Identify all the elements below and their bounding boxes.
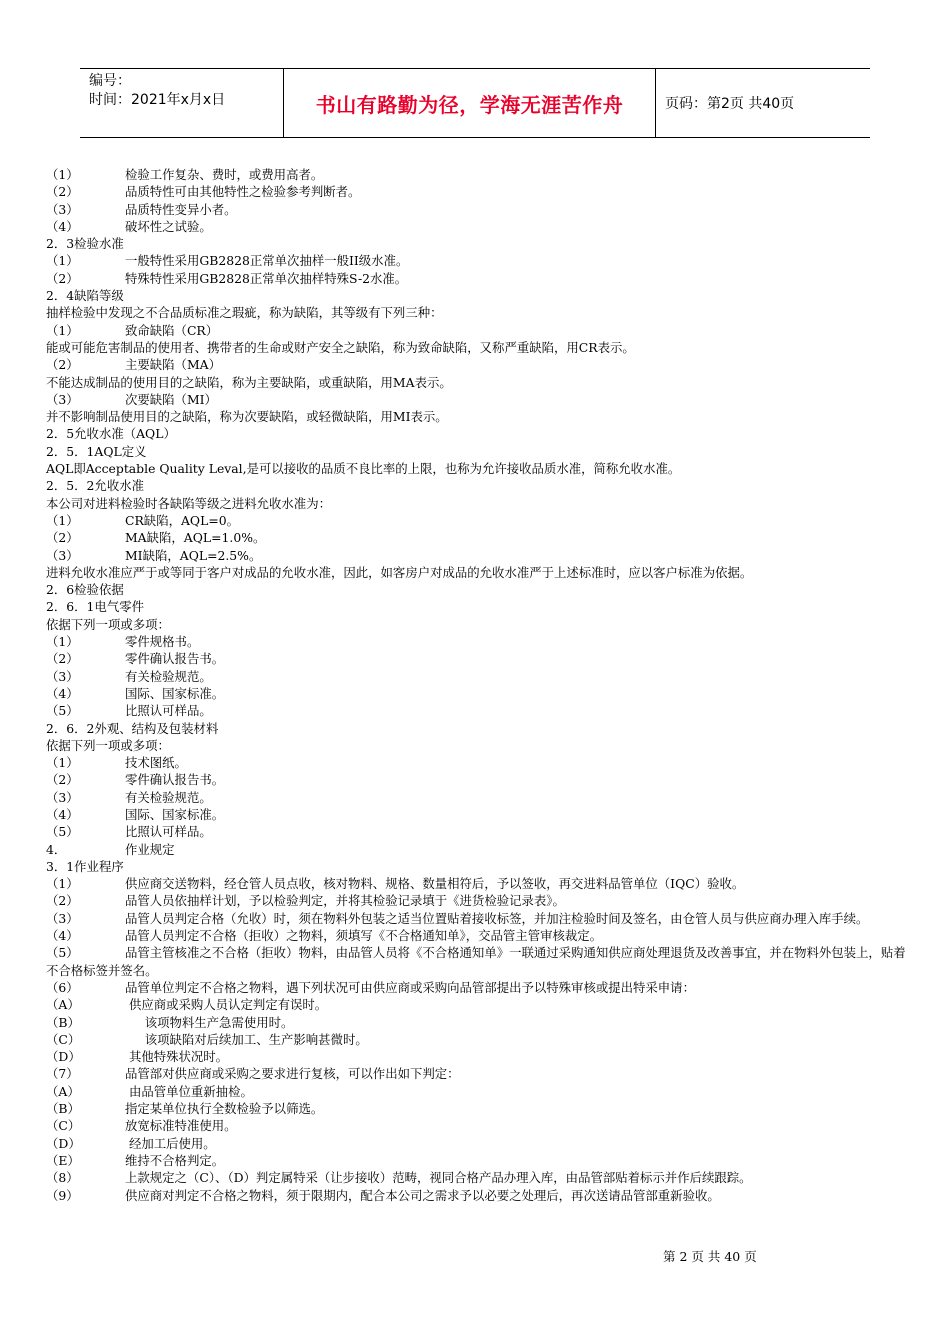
text-line <box>46 754 908 771</box>
item-text: 品管部对供应商或采购之要求进行复核，可以作出如下判定： <box>125 1066 460 1082</box>
item-number: （8） <box>46 1170 79 1186</box>
text-line <box>46 633 908 650</box>
text-line <box>46 547 908 564</box>
text-line <box>46 425 908 442</box>
item-number: （4） <box>46 685 79 701</box>
item-text: 指定某单位执行全数检验予以筛选。 <box>125 1101 324 1117</box>
text-line <box>46 616 908 633</box>
text-line <box>46 979 908 996</box>
item-text: 抽样检验中发现之不合品质标准之瑕疵，称为缺陷，其等级有下列三种： <box>46 305 443 321</box>
item-text: 品管单位判定不合格之物料，遇下列状况可由供应商或采购向品管部提出予以特殊审核或提出特采申请： <box>125 979 695 995</box>
item-text: 依据下列一项或多项： <box>46 616 170 632</box>
header-page-number: 页码：第2页 共40页 <box>665 96 795 112</box>
text-line <box>46 1117 908 1134</box>
item-number: （5） <box>46 703 79 719</box>
item-number: （2） <box>46 270 79 286</box>
item-number: （A） <box>46 1083 80 1099</box>
item-number: （2） <box>46 357 79 373</box>
item-text: MI缺陷，AQL=2.5%。 <box>125 547 262 563</box>
item-number: （3） <box>46 910 79 926</box>
item-text: 零件确认报告书。 <box>125 772 225 788</box>
text-line <box>46 183 908 200</box>
text-line <box>46 1048 908 1065</box>
text-line <box>46 806 908 823</box>
item-number: （4） <box>46 806 79 822</box>
item-number: 4． <box>46 841 67 857</box>
page-footer: 第 2 页 共 40 页 <box>663 1249 757 1264</box>
item-text: 有关检验规范。 <box>125 789 212 805</box>
item-number: （3） <box>46 789 79 805</box>
item-number: （3） <box>46 668 79 684</box>
item-number: （E） <box>46 1152 80 1168</box>
text-line <box>46 564 908 581</box>
item-number: （1） <box>46 876 79 892</box>
item-number: （3） <box>46 547 79 563</box>
text-line <box>46 702 908 719</box>
item-text: 进料允收水准应严于或等同于客户对成品的允收水准，因此，如客房户对成品的允收水准严于上述标准时，应以客户标准为依据。 <box>46 564 753 580</box>
document-body <box>46 166 908 1204</box>
item-text: 其他特殊状况时。 <box>125 1049 229 1065</box>
text-line <box>46 1135 908 1152</box>
text-line <box>46 685 908 702</box>
item-text: 主要缺陷（MA） <box>125 357 221 373</box>
text-line <box>46 598 908 615</box>
text-line <box>46 944 908 979</box>
item-number: （C） <box>46 1118 81 1134</box>
item-number: （B） <box>46 1014 80 1030</box>
item-text: 放宽标准特准使用。 <box>125 1118 237 1134</box>
text-line <box>46 1031 908 1048</box>
text-line <box>46 374 908 391</box>
text-line <box>46 789 908 806</box>
text-line <box>46 443 908 460</box>
text-line <box>46 858 908 875</box>
text-line <box>46 720 908 737</box>
item-number: （1） <box>46 322 79 338</box>
text-line <box>46 166 908 183</box>
item-text: 检验工作复杂、费时，或费用高者。 <box>125 167 324 182</box>
text-line <box>46 252 908 269</box>
item-text: 比照认可样品。 <box>125 703 212 719</box>
item-number: （4） <box>46 928 79 944</box>
item-text: 依据下列一项或多项： <box>46 737 170 753</box>
text-line <box>46 996 908 1013</box>
item-number: （2） <box>46 530 79 546</box>
text-line <box>46 218 908 235</box>
item-text: 国际、国家标准。 <box>125 806 225 822</box>
item-text: 次要缺陷（MI） <box>125 391 217 407</box>
text-line <box>46 322 908 339</box>
item-number: （3） <box>46 391 79 407</box>
item-text: 零件确认报告书。 <box>125 651 225 667</box>
item-number: （6） <box>46 979 79 995</box>
text-line <box>46 1065 908 1082</box>
document-time-label: 时间：2021年x月x日 <box>89 92 226 108</box>
text-line <box>46 581 908 598</box>
item-text: 2．5允收水准（AQL） <box>46 426 176 442</box>
item-text: 该项物料生产急需使用时。 <box>125 1014 294 1030</box>
text-line <box>46 1083 908 1100</box>
text-line <box>46 771 908 788</box>
text-line <box>46 339 908 356</box>
item-number: （2） <box>46 893 79 909</box>
item-text: 特殊特性采用GB2828正常单次抽样特殊S-2水准。 <box>125 270 408 286</box>
item-text: 维持不合格判定。 <box>125 1152 225 1168</box>
text-line <box>46 391 908 408</box>
item-text: AQL即Acceptable Quality Leval,是可以接收的品质不良比率的上限，也称为允许接收品质水准，简称允收水准。 <box>46 461 681 477</box>
text-line <box>46 1014 908 1031</box>
text-line <box>46 841 908 858</box>
item-text: 2．6．1电气零件 <box>46 599 144 615</box>
document-number-label: 编号： <box>89 73 131 89</box>
item-number: （A） <box>46 997 80 1013</box>
item-number: （1） <box>46 634 79 650</box>
item-text: 并不影响制品使用目的之缺陷，称为次要缺陷，或轻微缺陷，用MI表示。 <box>46 409 448 425</box>
item-number: （5） <box>46 824 79 840</box>
item-number: （B） <box>46 1101 80 1117</box>
text-line <box>46 270 908 287</box>
item-text: 比照认可样品。 <box>125 824 212 840</box>
text-line <box>46 495 908 512</box>
item-text: 2．5．2允收水准 <box>46 478 144 494</box>
item-number: （7） <box>46 1066 79 1082</box>
item-text: CR缺陷，AQL=0。 <box>125 512 239 528</box>
item-text: 2．6．2外观、结构及包装材料 <box>46 720 219 736</box>
item-text: 品质特性可由其他特性之检验参考判断者。 <box>125 184 361 200</box>
item-text: 技术图纸。 <box>125 755 187 771</box>
text-line <box>46 529 908 546</box>
text-line <box>46 235 908 252</box>
item-number: （1） <box>46 512 79 528</box>
item-text: 一般特性采用GB2828正常单次抽样一般II级水准。 <box>125 253 409 269</box>
text-line <box>46 737 908 754</box>
item-text: 作业规定 <box>125 841 175 857</box>
item-number: （1） <box>46 167 79 182</box>
item-number: （D） <box>46 1049 81 1065</box>
item-text: 该项缺陷对后续加工、生产影响甚微时。 <box>125 1031 368 1047</box>
item-text: 破坏性之试验。 <box>125 218 212 234</box>
item-number: （2） <box>46 651 79 667</box>
item-text: 本公司对进料检验时各缺陷等级之进料允收水准为： <box>46 495 331 511</box>
item-number: （4） <box>46 218 79 234</box>
item-text: 能或可能危害制品的使用者、携带者的生命或财产安全之缺陷，称为致命缺陷，又称严重缺陷，用CR表示。 <box>46 339 635 355</box>
text-line <box>46 823 908 840</box>
item-number: （5） <box>46 945 79 961</box>
item-text: 品管人员依抽样计划，予以检验判定，并将其检验记录填于《进货检验记录表》。 <box>125 893 565 909</box>
text-line <box>46 875 908 892</box>
item-text: 品管主管核准之不合格（拒收）物料，由品管人员将《不合格通知单》一联通过采购通知供应商处理退货及改善事宜，并在物料外包装上，贴着不合格标签并签名。 <box>46 945 906 978</box>
text-line <box>46 460 908 477</box>
item-text: 供应商或采购人员认定判定有误时。 <box>125 997 328 1013</box>
text-line <box>46 287 908 304</box>
item-text: 2．4缺陷等级 <box>46 288 124 304</box>
item-text: 品管人员判定合格（允收）时，须在物料外包装之适当位置贴着接收标签，并加注检验时间及签名，由仓管人员与供应商办理入库手续。 <box>125 910 869 926</box>
item-number: （C） <box>46 1031 81 1047</box>
text-line <box>46 304 908 321</box>
item-text: 2．3检验水准 <box>46 236 124 252</box>
text-line <box>46 1152 908 1169</box>
text-line <box>46 477 908 494</box>
text-line <box>46 1169 908 1186</box>
item-number: （2） <box>46 772 79 788</box>
item-text: 不能达成制品的使用目的之缺陷，称为主要缺陷，或重缺陷，用MA表示。 <box>46 374 452 390</box>
item-text: 有关检验规范。 <box>125 668 212 684</box>
item-number: （3） <box>46 201 79 217</box>
text-line <box>46 1187 908 1204</box>
item-text: MA缺陷，AQL=1.0%。 <box>125 530 266 546</box>
item-number: （9） <box>46 1187 79 1203</box>
text-line <box>46 650 908 667</box>
item-text: 经加工后使用。 <box>125 1135 216 1151</box>
item-text: 致命缺陷（CR） <box>125 322 219 338</box>
text-line <box>46 512 908 529</box>
page-header <box>80 68 870 138</box>
item-text: 品质特性变异小者。 <box>125 201 237 217</box>
item-number: （1） <box>46 755 79 771</box>
text-line <box>46 408 908 425</box>
item-text: 由品管单位重新抽检。 <box>125 1083 253 1099</box>
item-number: （D） <box>46 1135 81 1151</box>
text-line <box>46 201 908 218</box>
text-line <box>46 1100 908 1117</box>
item-text: 国际、国家标准。 <box>125 685 225 701</box>
item-text: 3．1作业程序 <box>46 858 124 874</box>
text-line <box>46 892 908 909</box>
text-line <box>46 668 908 685</box>
text-line <box>46 910 908 927</box>
header-motto: 书山有路勤为径，学海无涯苦作舟 <box>283 69 656 137</box>
item-text: 零件规格书。 <box>125 634 200 650</box>
item-text: 2．6检验依据 <box>46 582 124 598</box>
item-text: 供应商交送物料，经仓管人员点收，核对物料、规格、数量相符后，予以签收，再交进料品管单位（IQC）验收。 <box>125 876 745 892</box>
text-line <box>46 356 908 373</box>
item-number: （2） <box>46 184 79 200</box>
text-line <box>46 927 908 944</box>
item-text: 供应商对判定不合格之物料，须于限期内，配合本公司之需求予以必要之处理后，再次送请品管部重新验收。 <box>125 1187 720 1203</box>
item-text: 2．5．1AQL定义 <box>46 443 147 459</box>
header-info-cell <box>80 69 283 137</box>
item-text: 品管人员判定不合格（拒收）之物料，须填写《不合格通知单》，交品管主管审核裁定。 <box>125 928 603 944</box>
item-text: 上款规定之（C）、（D）判定属特采（让步接收）范畴，视同合格产品办理入库，由品管部贴着标示并作后续跟踪。 <box>125 1170 752 1186</box>
item-number: （1） <box>46 253 79 269</box>
